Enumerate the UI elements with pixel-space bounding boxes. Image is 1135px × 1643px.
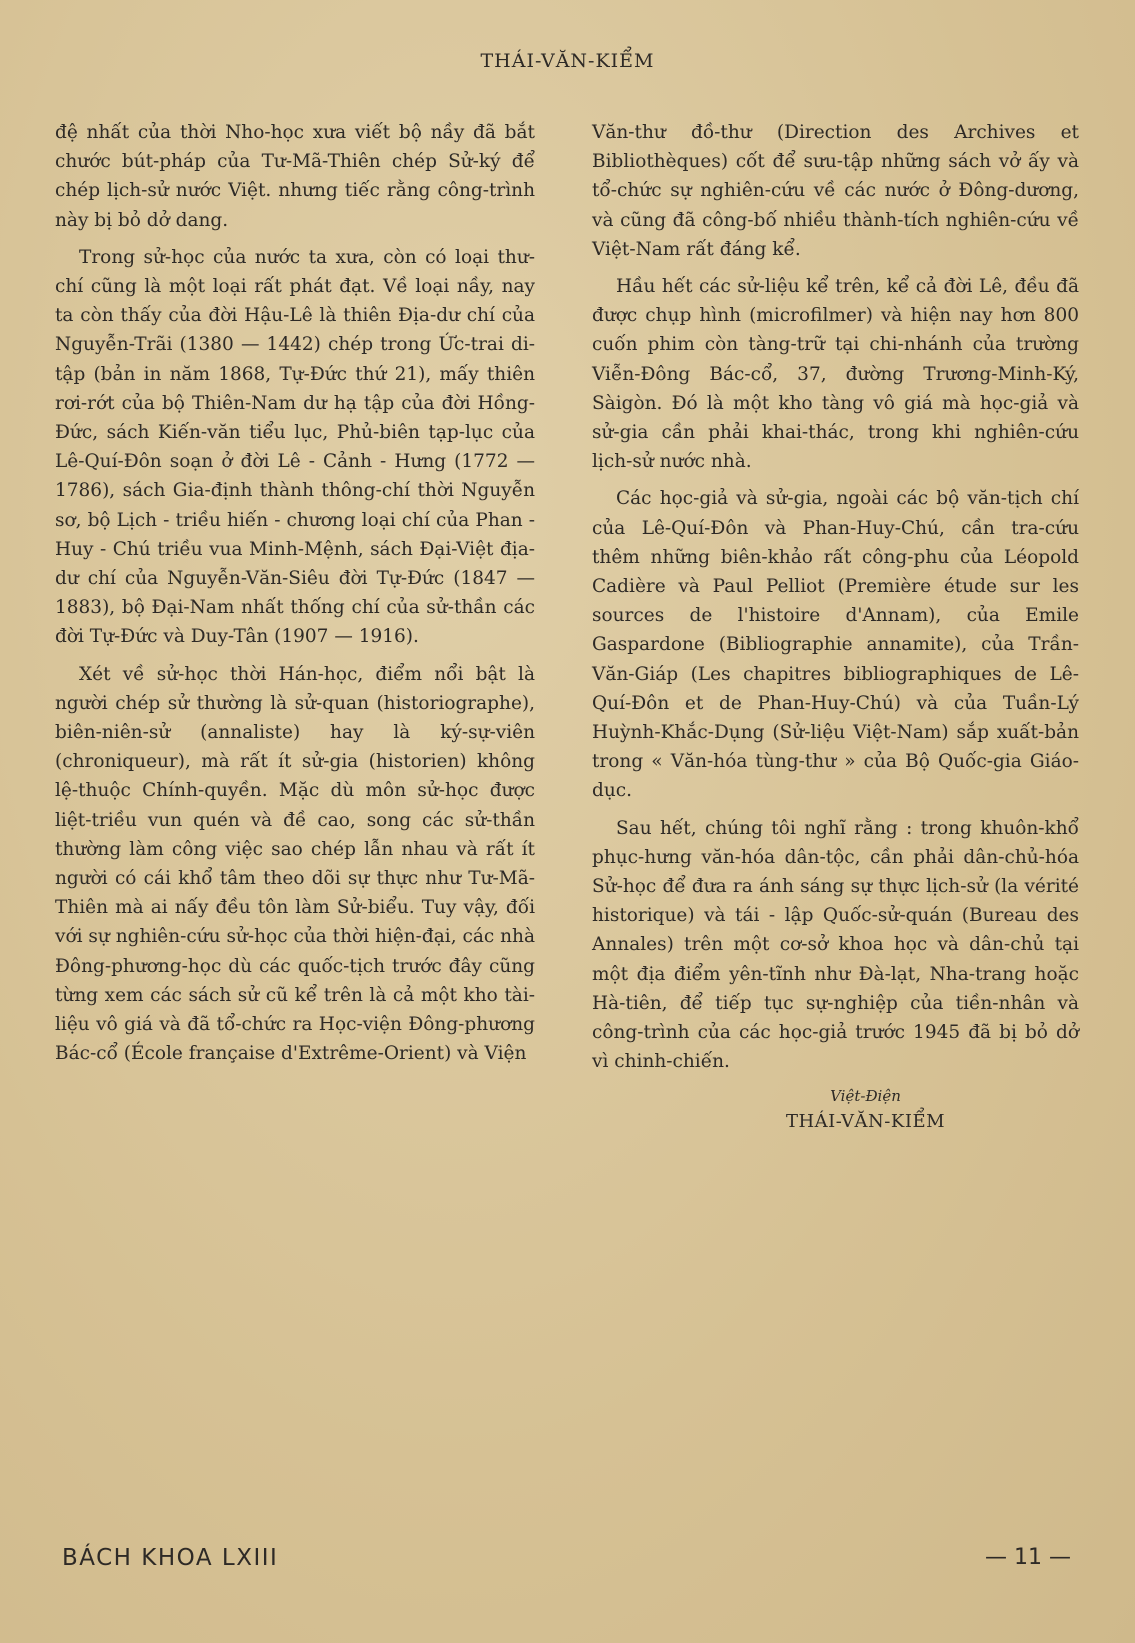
author-signature: THÁI-VĂN-KIỂM xyxy=(785,1110,946,1132)
signature-block xyxy=(592,1085,1079,1136)
paragraph: Các học-giả và sử-gia, ngoài các bộ văn-tịch chí của Lê-Quí-Đôn và Phan-Huy-Chú, cần tra-cứu thêm những biên-khảo rất công-phu của Léopold Cadière và Paul Pelliot (Première étude sur les sources de l'histoire d'Annam), của Emile Gaspardone (Bibliographie annamite), của Trần-Văn-Giáp (Les chapitres bibliographiques de Lê-Quí-Đôn et de Phan-Huy-Chú) và của Tuần-Lý Huỳnh-Khắc-Dụng (Sử-liệu Việt-Nam) sắp xuất-bản trong « Văn-hóa tùng-thư » của Bộ Quốc-gia Giáo-dục. xyxy=(592,488,1079,802)
left-column xyxy=(55,118,535,1077)
right-column xyxy=(592,118,1079,1136)
paragraph: Hầu hết các sử-liệu kể trên, kể cả đời Lê, đều đã được chụp hình (microfilmer) và hiện nay hơn 800 cuốn phim còn tàng-trữ tại chi-nhánh của trường Viễn-Đông Bác-cổ, 37, đường Trương-Minh-Ký, Sàigòn. Đó là một kho tàng vô giá mà học-giả và sử-gia cần phải khai-thác, trong khi nghiên-cứu lịch-sử nước nhà. xyxy=(592,276,1079,473)
paragraph: Văn-thư đồ-thư (Direction des Archives et Bibliothèques) cốt để sưu-tập những sách vở ấy và tổ-chức sự nghiên-cứu về các nước ở Đông-dương, và cũng đã công-bố nhiều thành-tích nghiên-cứu về Việt-Nam rất đáng kể. xyxy=(592,122,1079,260)
paragraph: Sau hết, chúng tôi nghĩ rằng : trong khuôn-khổ phục-hưng văn-hóa dân-tộc, cần phải dân-chủ-hóa Sử-học để đưa ra ánh sáng sự thực lịch-sử (la vérité historique) và tái - lập Quốc-sử-quán (Bureau des Annales) trên một cơ-sở khoa học và dân-chủ tại một địa điểm yên-tĩnh như Đà-lạt, Nha-trang hoặc Hà-tiên, để tiếp tục sự-nghiệp của tiền-nhân và công-trình của các học-giả trước 1945 đã bị bỏ dở vì chinh-chiến. xyxy=(592,817,1079,1073)
paragraph: Xét về sử-học thời Hán-học, điểm nổi bật là người chép sử thường là sử-quan (historiographe), biên-niên-sử (annaliste) hay là ký-sự-viên (chroniqueur), mà rất ít sử-gia (historien) không lệ-thuộc Chính-quyền. Mặc dù môn sử-học được liệt-triều vun quén và đề cao, song các sử-thần thường làm công việc sao chép lẫn nhau và rất ít người có cái khổ tâm theo dõi sự thực như Tư-Mã-Thiên mà ai nấy đều tôn làm Sử-biểu. Tuy vậy, đối với sự nghiên-cứu sử-học của thời hiện-đại, các nhà Đông-phương-học dù các quốc-tịch trước đây cũng từng xem các sách sử cũ kể trên là cả một kho tài-liệu vô giá và đã tổ-chức ra Học-viện Đông-phương Bác-cổ (École française d'Extrême-Orient) và Viện xyxy=(55,663,535,1065)
page-number: — 11 — xyxy=(985,1545,1071,1570)
magazine-title: BÁCH KHOA LXIII xyxy=(62,1545,279,1571)
signature-place: Việt-Điện xyxy=(830,1086,901,1105)
running-header: THÁI-VĂN-KIỂM xyxy=(480,50,655,72)
paragraph: Trong sử-học của nước ta xưa, còn có loại thư-chí cũng là một loại rất phát đạt. Về loại nầy, nay ta còn thấy của đời Hậu-Lê là thiên Địa-dư chí của Nguyễn-Trãi (1380 — 1442) chép trong Ức-trai di-tập (bản in năm 1868, Tự-Đức thứ 21), mấy thiên rơi-rớt của bộ Thiên-Nam dư hạ tập của đời Hồng-Đức, sách Kiến-văn tiểu lục, Phủ-biên tạp-lục của Lê-Quí-Đôn soạn ở đời Lê - Cảnh - Hưng (1772 — 1786), sách Gia-định thành thông-chí thời Nguyễn sơ, bộ Lịch - triều hiến - chương loại chí của Phan - Huy - Chú triều vua Minh-Mệnh, sách Đại-Việt địa-dư chí của Nguyễn-Văn-Siêu đời Tự-Đức (1847 — 1883), bộ Đại-Nam nhất thống chí của sử-thần các đời Tự-Đức và Duy-Tân (1907 — 1916). xyxy=(55,246,535,648)
paragraph: đệ nhất của thời Nho-học xưa viết bộ nầy đã bắt chước bút-pháp của Tư-Mã-Thiên chép Sử-ký để chép lịch-sử nước Việt. nhưng tiếc rằng công-trình này bị bỏ dở dang. xyxy=(55,122,535,231)
